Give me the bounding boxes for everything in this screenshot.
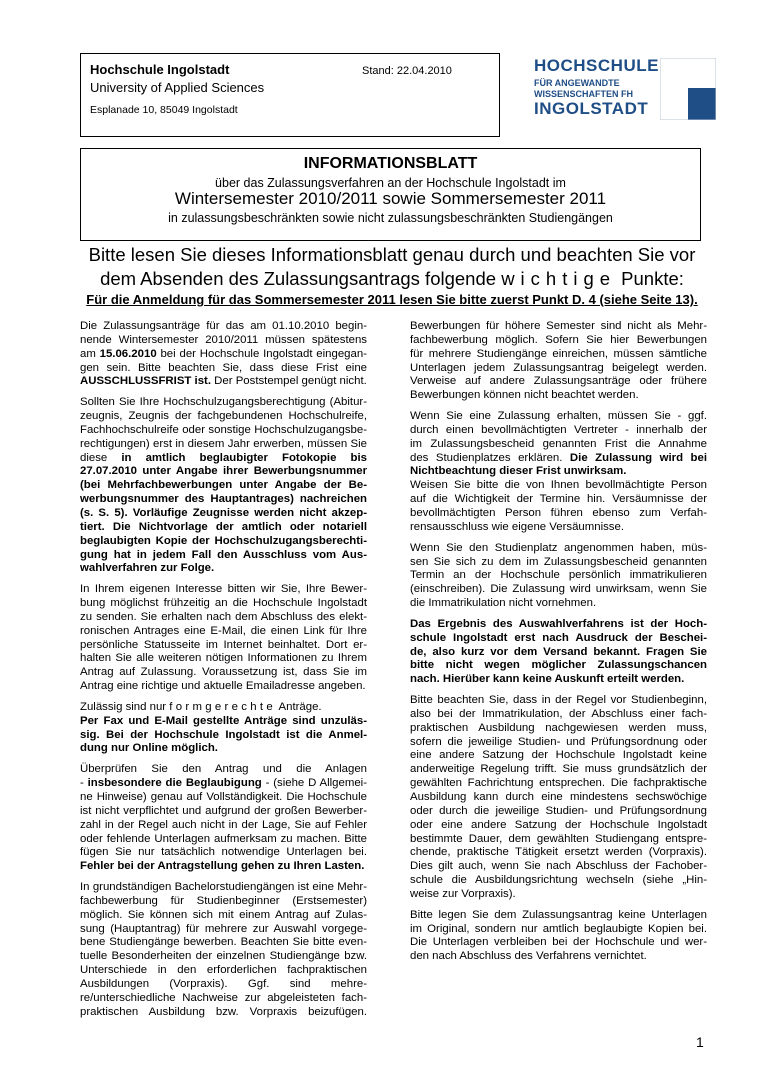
text-line: im Original, sondern nur amtlich beglaubigte Kopien bei. <box>410 922 707 935</box>
text-line: (s. S. 5). Vorläufige Zeugnisse werden nicht akzep- <box>80 506 367 519</box>
text-line: sung (Hauptantrag) für mehrere zur Auswahl vorgege- <box>80 922 367 935</box>
text-run: am <box>80 347 100 360</box>
left-column <box>80 320 367 1027</box>
text-line: Ausbildungen (Vorpraxis). Ggf. sind mehre- <box>80 977 367 990</box>
text-line: bevollmächtigten Person führen ebenso zum Verfah- <box>410 506 707 519</box>
text-line: re/unterschiedliche Nachweise zur abgeleisteten fach- <box>80 991 367 1004</box>
text-line: im Zulassungsbescheid genannten Frist die Annahme <box>410 437 707 450</box>
text-line: (einschreiben). Die Zulassung wird unwirksam, wenn Sie <box>410 583 707 596</box>
text-line: oder eine andere Satzung der Hochschule Ingolstadt <box>410 818 707 831</box>
text-line: zu senden. Sie erhalten nach dem Abschluss des elekt- <box>80 610 367 623</box>
right-paragraph-4 <box>410 618 707 687</box>
formgerechte: formgerechte <box>169 700 276 713</box>
text-line: also bei der Immatrikulation, der Abschluss einer fach- <box>410 707 707 720</box>
text-line: Antrag auf Zulassung. Voraussetzung ist, dass Sie im <box>80 666 367 679</box>
text-line: Antrag eine richtige und aktuelle Emailadresse angeben. <box>80 680 366 693</box>
text-run: Der Poststempel genügt nicht. <box>211 375 367 388</box>
text-line: In Ihrem eigenen Interesse bitten wir Sie, Ihre Bewer- <box>80 583 367 596</box>
text-line: Wenn Sie eine Zulassung erhalten, müssen Sie - ggf. <box>410 410 707 423</box>
text-run: - <box>80 777 88 790</box>
text-line: eine andere Satzung der Hochschule Ingolstadt keine <box>410 749 707 762</box>
notice-sommersemester: Für die Anmeldung für das Sommersemester 2011 lesen Sie bitte zuerst Punkt D. 4 (siehe Seite 13). <box>86 292 698 307</box>
info-line-1: über das Zulassungsverfahren an der Hochschule Ingolstadt im <box>215 176 566 190</box>
text-line: rechtigungen) erst in diesem Jahr erwerben, müssen Sie <box>80 437 367 450</box>
text-line: sen Sie sich zu dem im Zulassungsbescheid genannten <box>410 555 707 568</box>
right-column <box>410 320 707 971</box>
text-line: Das Ergebnis des Auswahlverfahrens ist der Hoch- <box>410 617 707 630</box>
bold-run: Die Zulassung wird bei <box>569 451 707 464</box>
text-line: Fehler bei der Antragstellung gehen zu Ihren Lasten. <box>80 860 365 873</box>
page-number: 1 <box>696 1034 704 1050</box>
left-paragraph-5 <box>80 763 367 874</box>
text-line: Bitte legen Sie dem Zulassungsantrag keine Unterlagen <box>410 908 707 921</box>
text-line: oder durch die jeweilige Studien- und Prüfungsordnung <box>410 804 707 817</box>
text-line: durch einen bevollmächtigten Vertreter - innerhalb der <box>410 423 707 436</box>
text-line: auf die Wichtigkeit der Termine hin. Versäumnisse der <box>410 493 707 506</box>
text-line: Weisen Sie bitte die von Ihnen bevollmächtigte Person <box>410 479 707 492</box>
text-line: beglaubigten Kopie der Hochschulzugangsberechti- <box>80 534 367 547</box>
text-line: Bitte beachten Sie, dass in der Regel vor Studienbeginn, <box>410 694 707 707</box>
text-line: möglich. Sie können sich mit einem Antrag auf Zulas- <box>80 908 367 921</box>
text-line: bitte nicht wegen möglicher Zulassungschancen <box>410 659 707 672</box>
text-line: zahl in der Regel auch nicht in der Lage, Sie auf Fehler <box>80 818 367 831</box>
text-run: - (siehe D Allgemei- <box>261 777 367 790</box>
notice-emphasis: wichtige <box>501 268 617 289</box>
logo-line-3: WISSENSCHAFTEN FH <box>534 89 633 99</box>
text-line: den nach Abschluss des Verfahrens vernichtet. <box>410 950 647 963</box>
text-line: werbungsnummer des Hauptantrages) nachreichen <box>80 493 367 506</box>
left-paragraph-4 <box>80 701 367 756</box>
logo-line-2: FÜR ANGEWANDTE <box>534 78 620 88</box>
left-paragraph-6 <box>80 881 367 1019</box>
text-line: praktischen Ausbildung bzw. Vorpraxis beizufügen. <box>80 1005 367 1018</box>
text-line: Verweise auf andere Zulassungsanträge oder frühere <box>410 375 707 388</box>
text-line <box>410 452 707 466</box>
ausschlussfrist: AUSSCHLUSSFRIST ist. <box>80 375 212 388</box>
text-line: Die Unterlagen verbleiben bei der Hochschule und wer- <box>410 936 707 949</box>
left-paragraph-2 <box>80 396 367 576</box>
text-line: fachbewerbung für Studienbeginner (Erstsemester) <box>80 894 367 907</box>
text-line: gung hat in jedem Fall den Ausschluss vom Aus- <box>80 548 367 561</box>
text-line: Ausbildung kann durch eine mindestens sechswöchige <box>410 791 707 803</box>
text-line: ne Hinweise) genau auf Vollständigkeit. Die Hochschule <box>80 791 367 803</box>
text-line: sig. Bei der Hochschule Ingolstadt ist die Anmel- <box>80 728 367 741</box>
text-run: Anträge. <box>276 700 322 713</box>
right-paragraph-1 <box>410 320 707 403</box>
text-line: Fachhochschulreife oder sonstige Hochschulzugangsbe- <box>80 423 367 436</box>
text-line <box>80 348 367 362</box>
text-line: Die Zulassungsanträge für das am 01.10.2010 begin- <box>80 320 367 332</box>
text-run: diese <box>80 451 122 464</box>
right-paragraph-2 <box>410 410 707 535</box>
text-line: nende Wintersemester 2010/2011 müssen spätestens <box>80 333 367 346</box>
text-line: Termin an der Hochschule persönlich immatrikulieren <box>410 569 707 582</box>
text-line: bene Studiengänge bewerben. Beachten Sie bitte even- <box>80 936 367 949</box>
text-line: Unterlagen jedem Zulassungsantrag beigelegt werden. <box>410 361 707 374</box>
text-line: praktischen Ausbildung nachgewiesen werden muss, <box>410 721 707 734</box>
text-line: sofern die jeweilige Studien- und Prüfungsordnung oder <box>410 735 707 748</box>
text-run: Zulässig sind nur <box>80 700 170 713</box>
text-line: chende, praktische Tätigkeit ersetzt werden (Vorpraxis). <box>410 846 707 859</box>
text-run: bei der Hochschule Ingolstadt eingegan- <box>156 347 367 360</box>
deadline-date: 15.06.2010 <box>99 347 157 360</box>
text-line: schule Ingolstadt erst nach Ausdruck der Beschei- <box>410 631 707 644</box>
text-line <box>80 452 367 466</box>
text-line: Nichtbeachtung dieser Frist unwirksam. <box>410 465 627 478</box>
text-line: gewählten Fachrichtung entsprechen. Die fachpraktische <box>410 777 707 790</box>
text-line: In grundständigen Bachelorstudiengängen ist eine Mehr- <box>80 881 367 894</box>
right-paragraph-3 <box>410 542 707 611</box>
text-line <box>80 701 367 715</box>
text-line: (bei Mehrfachbewerbungen unter Angabe der Be- <box>80 479 367 492</box>
institution-address: Esplanade 10, 85049 Ingolstadt <box>90 104 238 116</box>
text-line: zeugnis, Zeugnis der fachgebundenen Hochschulreife, <box>80 410 367 423</box>
notice-line-2 <box>72 268 712 290</box>
stand-date: Stand: 22.04.2010 <box>362 65 452 77</box>
beglaubigung: insbesondere die Beglaubigung <box>87 777 262 790</box>
text-line: schule die Ausbildungsrichtung wechseln (siehe „Hin- <box>410 874 707 887</box>
text-line: rensausschluss wie eigene Versäumnisse. <box>410 520 625 533</box>
info-semester-line: Wintersemester 2010/2011 sowie Sommersemester 2011 <box>174 189 607 208</box>
text-line <box>80 375 367 389</box>
text-line: für mehrere Studiengänge einreichen, müssen sämtliche <box>410 347 707 360</box>
right-paragraph-6 <box>410 909 707 964</box>
text-line: weise zur Vorpraxis). <box>410 887 516 900</box>
text-line: tuelle Besonderheiten der einzelnen Studiengänge bzw. <box>80 950 367 963</box>
text-line: bung möglichst frühzeitig an die Hochschule Ingolstadt <box>80 597 367 610</box>
text-line: Dies gilt auch, wenn Sie nach Abschluss der Fachober- <box>410 860 707 873</box>
text-line: Wenn Sie den Studienplatz angenommen haben, müs- <box>410 541 707 554</box>
text-line: nach. Hierüber kann keine Auskunft erteilt werden. <box>410 673 685 686</box>
text-run: des Studienplatzes erklären. <box>410 451 570 464</box>
text-line: ronischen Antrages eine E-Mail, die einen Link für Ihre <box>80 624 367 637</box>
text-line <box>80 777 367 791</box>
institution-name: Hochschule Ingolstadt <box>90 62 230 77</box>
info-title: INFORMATIONSBLATT <box>303 155 478 172</box>
text-line: 27.07.2010 unter Angabe ihrer Bewerbungsnummer <box>80 465 367 478</box>
text-line: fachbewerbung möglich. Sofern Sie hier Bewerbungen <box>410 333 707 346</box>
text-line: dung nur Online möglich. <box>80 742 218 755</box>
text-line: die Immatrikulation nicht vornehmen. <box>410 597 597 610</box>
text-line: Sollten Sie Ihre Hochschulzugangsberechtigung (Abitur- <box>80 396 367 409</box>
text-line: Bewerbungen können nicht beachtet werden. <box>410 389 639 402</box>
left-paragraph-1 <box>80 320 367 389</box>
text-line: oder fehlende Unterlagen aufmerksam zu machen. Bitte <box>80 832 367 845</box>
text-line: ist nicht verpflichtet und aufgrund der großen Bewerber- <box>80 804 367 817</box>
text-line: halten Sie alle weiteren nötigen Informationen zu Ihrem <box>80 652 367 665</box>
text-line: wahlverfahren zur Folge. <box>80 562 215 575</box>
notice-line-2-text: dem Absenden des Zulassungsantrags folgende <box>100 268 502 289</box>
text-line: bestimmte Dauer, dem gewählten Studiengang entspre- <box>410 832 707 845</box>
institution-subtitle: University of Applied Sciences <box>90 80 265 95</box>
logo-line-1: HOCHSCHULE <box>534 56 659 75</box>
text-line: anderweitige Regelung trifft. Sie muss grundsätzlich der <box>410 763 707 776</box>
text-line: fügen Sie nur tatsächlich notwendige Unterlagen bei. <box>80 846 367 859</box>
text-line: Per Fax und E-Mail gestellte Anträge sind unzuläs- <box>80 714 367 727</box>
text-line: Unterschiede in den erforderlichen fachpraktischen <box>80 964 367 977</box>
right-paragraph-5 <box>410 694 707 902</box>
notice-line-1: Bitte lesen Sie dieses Informationsblatt genau durch und beachten Sie vor <box>88 244 696 265</box>
bold-run: in amtlich beglaubigter Fotokopie bis <box>121 451 367 464</box>
text-line: Überprüfen Sie den Antrag und die Anlagen <box>80 763 367 776</box>
logo-line-4: INGOLSTADT <box>534 99 649 118</box>
info-line-3: in zulassungsbeschränkten sowie nicht zulassungsbeschränkten Studiengängen <box>168 211 613 225</box>
text-line: de, also kurz vor dem Versand bekannt. Fragen Sie <box>410 645 707 658</box>
text-line: tiert. Die Nichtvorlage der amtlich oder notariell <box>80 520 367 533</box>
text-line: persönliche Statusseite im Internet beinhaltet. Dort er- <box>80 638 367 651</box>
logo-mark-icon <box>660 58 716 120</box>
text-line: Bewerbungen für höhere Semester sind nicht als Mehr- <box>410 320 707 332</box>
notice-line-2-end: Punkte: <box>616 268 684 289</box>
text-line: gen sein. Bitte beachten Sie, dass diese Frist eine <box>80 361 367 374</box>
left-paragraph-3 <box>80 583 367 694</box>
